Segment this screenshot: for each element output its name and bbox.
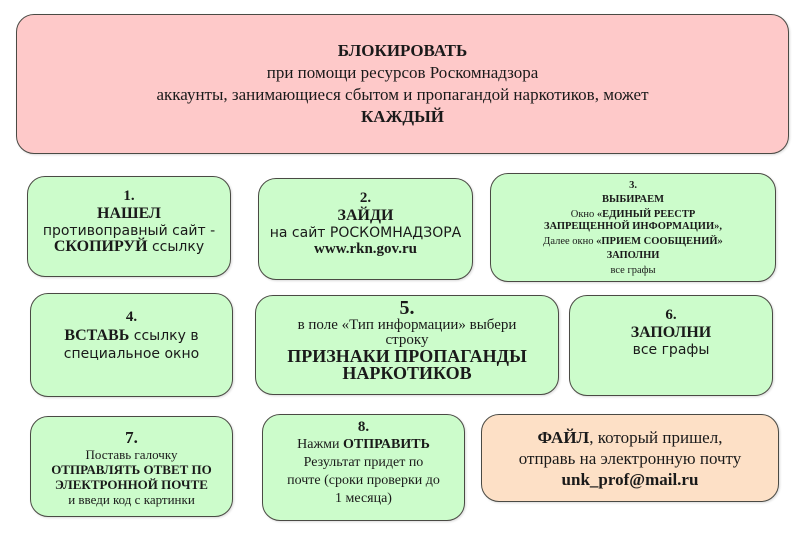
step-6-box xyxy=(569,295,773,396)
step-number: 8. xyxy=(357,419,370,435)
step-8-box xyxy=(262,414,465,521)
step-action: ЗАЙДИ xyxy=(337,207,394,224)
step-text-2: и введи код с картинки xyxy=(68,492,195,507)
step-3-box xyxy=(490,173,776,282)
step-text-2: строку xyxy=(385,332,429,348)
step-text: все графы xyxy=(632,342,710,358)
step-action-2: СКОПИРУЙ xyxy=(53,238,148,255)
banner-title: БЛОКИРОВАТЬ xyxy=(337,41,468,60)
email-address: unk_prof@mail.ru xyxy=(561,469,699,489)
step-text-3: 1 месяца) xyxy=(335,491,392,506)
banner-line-1: при помощи ресурсов Роскомнадзора xyxy=(266,63,539,82)
step-action: ВСТАВЬ xyxy=(64,327,130,344)
step-4-box xyxy=(30,293,233,397)
step-text: Поставь галочку xyxy=(85,447,178,462)
step-prefix: Окно xyxy=(570,209,597,220)
banner-box xyxy=(16,14,789,154)
step-action: ВЫБИРАЕМ xyxy=(602,194,664,205)
step-2-box xyxy=(258,178,473,280)
step-number: 6. xyxy=(665,307,677,323)
step-5-box xyxy=(255,295,559,395)
step-prefix-2: Далее окно xyxy=(543,236,597,247)
step-number: 1. xyxy=(123,188,135,204)
option-text-2: ЭЛЕКТРОННОЙ ПОЧТЕ xyxy=(55,477,208,492)
option-text: ПРИЗНАКИ ПРОПАГАНДЫ xyxy=(287,346,527,366)
step-prefix: Нажми xyxy=(297,437,344,452)
step-number: 2. xyxy=(359,190,372,206)
step-text: противоправный сайт - xyxy=(42,223,216,239)
option-text-2: НАРКОТИКОВ xyxy=(342,363,472,383)
final-text-2: отправь на электронную почту xyxy=(518,448,742,468)
step-action-2: ЗАПОЛНИ xyxy=(606,250,660,261)
step-action: ЗАПОЛНИ xyxy=(630,324,712,341)
step-number: 5. xyxy=(399,297,415,319)
step-1-box xyxy=(27,176,231,277)
step-text: в поле «Тип информации» выбери xyxy=(297,317,517,333)
step-7-box xyxy=(30,416,233,517)
step-text: Результат придет по xyxy=(303,455,424,470)
final-text: , который пришел, xyxy=(589,427,723,447)
step-action: ОТПРАВИТЬ xyxy=(343,437,430,452)
step-number: 4. xyxy=(125,309,138,325)
step-number: 7. xyxy=(125,428,138,447)
rkn-url: www.rkn.gov.ru xyxy=(314,241,417,257)
final-action: ФАЙЛ xyxy=(537,427,590,447)
step-text-2: специальное окно xyxy=(63,346,200,362)
messages-window-name: «ПРИЕМ СООБЩЕНИЙ» xyxy=(596,236,723,247)
registry-window-name-cont: ЗАПРЕЩЕННОЙ ИНФОРМАЦИИ», xyxy=(543,221,722,232)
registry-window-name: «ЕДИНЫЙ РЕЕСТР xyxy=(596,209,696,220)
step-text: все графы xyxy=(610,265,656,276)
step-text: ссылку в xyxy=(129,328,199,344)
step-text: на сайт РОСКОМНАДЗОРА xyxy=(269,225,462,241)
step-text-2: ссылку xyxy=(147,239,205,255)
option-text: ОТПРАВЛЯТЬ ОТВЕТ ПО xyxy=(51,462,212,477)
step-action: НАШЕЛ xyxy=(97,205,161,222)
banner-emphasis: КАЖДЫЙ xyxy=(360,107,445,126)
final-box xyxy=(481,414,779,502)
step-text-2: почте (сроки проверки до xyxy=(287,473,440,488)
step-number: 3. xyxy=(629,180,637,191)
banner-line-2: аккаунты, занимающиеся сбытом и пропагандой наркотиков, может xyxy=(156,85,649,104)
